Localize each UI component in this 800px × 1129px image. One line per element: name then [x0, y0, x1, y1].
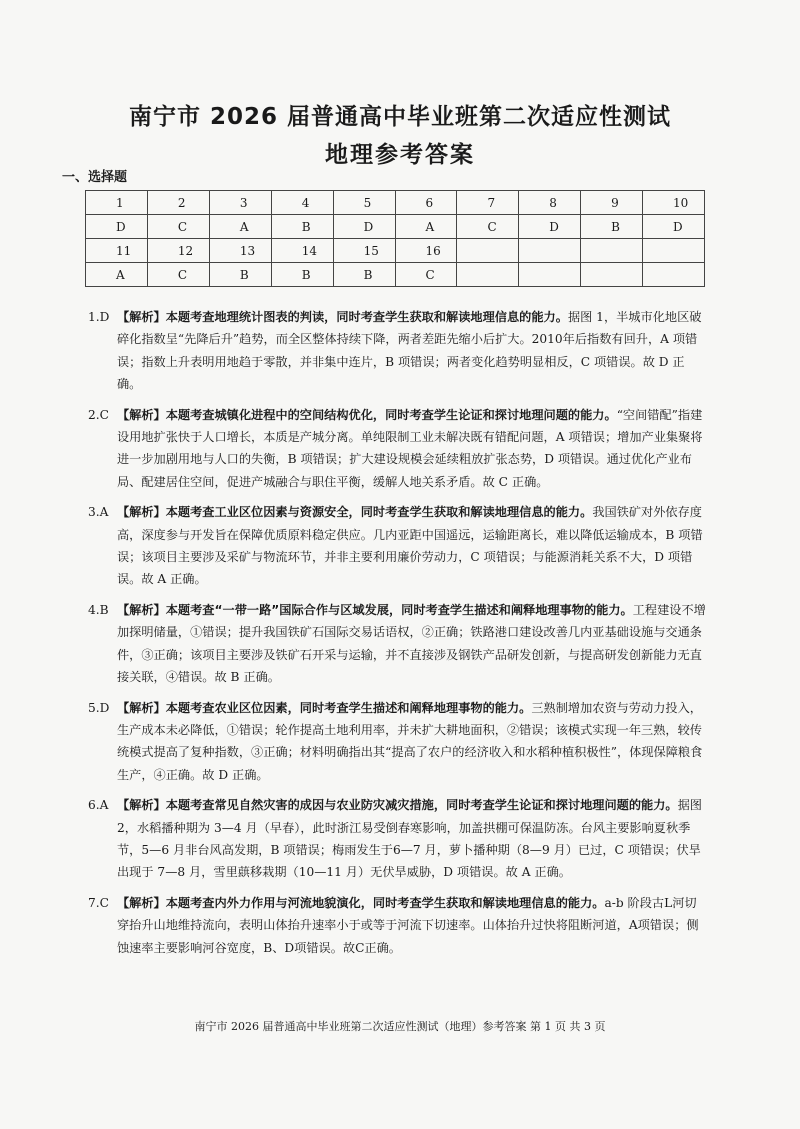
table-cell	[581, 263, 643, 287]
table-cell: 14	[271, 239, 333, 263]
explanation-item	[88, 501, 706, 591]
table-cell: D	[333, 215, 395, 239]
table-cell	[457, 263, 519, 287]
table-cell: 9	[581, 191, 643, 215]
table-cell: 12	[147, 239, 209, 263]
analysis-body: 工程建设不增加探明储量，①错误；提升我国铁矿石国际交易话语权，②正确；铁路港口建设改善几内亚基础设施与交通条件，③正确；该项目主要涉及铁矿石开采与运输，并不直接涉及钢铁产品研发创新，与提高研发创新能力无直接关联，④错误。故 B 正确。	[117, 602, 706, 685]
page-subtitle: 地理参考答案	[325, 142, 475, 168]
table-cell: 1	[86, 191, 148, 215]
table-cell	[457, 239, 519, 263]
analysis-body: 三熟制增加农资与劳动力投入，生产成本未必降低，①错误；轮作提高土地利用率，并未扩大耕地面积，②错误；该模式实现一年三熟，较传统模式提高了复种指数，③正确；材料明确指出其“提高了农户的经济收入和水稻种植积极性”，体现保障粮食生产，④正确。故 D 正确。	[117, 700, 703, 782]
analysis-lead: 本题考查农业区位因素，同时考查学生描述和阐释地理事物的能力。	[165, 700, 532, 715]
question-number-row	[86, 191, 705, 215]
table-cell: B	[581, 215, 643, 239]
question-answer-label: 3.A	[88, 505, 109, 520]
table-cell	[519, 263, 581, 287]
answer-row	[86, 215, 705, 239]
table-cell: B	[271, 215, 333, 239]
question-answer-label: 1.D	[88, 310, 110, 324]
analysis-body: 我国铁矿对外依存度高，深度参与开发旨在保障优质原料稳定供应。几内亚距中国遥远，运输距离长，难以降低运输成本，B 项错误；该项目主要涉及采矿与物流环节，并非主要利用廉价劳动力，C 项错误；与能源消耗关系不大，D 项错误。故 A 正确。	[117, 505, 703, 587]
answer-row	[86, 263, 705, 287]
analysis-lead: 本题考查工业区位因素与资源安全，同时考查学生获取和解读地理信息的能力。	[165, 505, 593, 520]
table-cell: 2	[147, 191, 209, 215]
analysis-body: “空间错配”指建设用地扩张快于人口增长，本质是产城分离。单纯限制工业未解决既有错配问题，A 项错误；增加产业集聚将进一步加剧用地与人口的失衡，B 项错误；扩大建设规模会延续粗放扩张态势，D 项错误。通过优化产业布局、配建居住空间，促进产城融合与职住平衡，缓解人地关系矛盾。故 C 正确。	[117, 407, 703, 489]
table-cell: A	[86, 263, 148, 287]
section-heading: 一、选择题	[62, 170, 128, 185]
question-answer-label: 7.C	[88, 895, 109, 910]
table-cell: C	[147, 215, 209, 239]
question-number-row	[86, 239, 705, 263]
analysis-tag: 【解析】	[117, 895, 166, 910]
table-cell	[519, 239, 581, 263]
analysis-lead: 本题考查常见自然灾害的成因与农业防灾减灾措施，同时考查学生论证和探讨地理问题的能力。	[165, 798, 678, 813]
table-cell: D	[86, 215, 148, 239]
answer-table	[85, 190, 705, 287]
analysis-body: 据图 2，水稻播种期为 3—4 月（早春），此时浙江易受倒春寒影响，加盖拱棚可保温防冻。台风主要影响夏秋季节，5—6 月非台风高发期，B 项错误；梅雨发生于6—7 月，萝卜播种期（8—9 月）已过，C 项错误；伏旱出现于 7—8 月，雪里蕻移栽期（10—11 月）无伏旱威胁，D 项错误。故 A 正确。	[117, 798, 702, 880]
table-cell: B	[271, 263, 333, 287]
question-answer-label: 5.D	[88, 700, 110, 715]
analysis-lead: 本题考查内外力作用与河流地貌演化，同时考查学生获取和解读地理信息的能力。	[165, 895, 605, 910]
explanation-item	[88, 599, 706, 689]
table-cell: 15	[333, 239, 395, 263]
table-cell	[643, 263, 705, 287]
table-cell: 13	[209, 239, 271, 263]
analysis-tag: 【解析】	[117, 407, 166, 422]
table-cell: 16	[395, 239, 457, 263]
analysis-tag: 【解析】	[117, 700, 166, 715]
analysis-lead: 本题考查城镇化进程中的空间结构优化，同时考查学生论证和探讨地理问题的能力。	[165, 407, 617, 422]
table-cell: C	[457, 215, 519, 239]
table-cell: B	[209, 263, 271, 287]
analysis-tag: 【解析】	[117, 310, 166, 324]
explanation-item	[88, 892, 706, 959]
analysis-tag: 【解析】	[117, 798, 166, 813]
table-cell: B	[333, 263, 395, 287]
table-cell: 4	[271, 191, 333, 215]
table-cell: 3	[209, 191, 271, 215]
page-title: 南宁市 2026 届普通高中毕业班第二次适应性测试	[128, 104, 672, 130]
table-cell: D	[519, 215, 581, 239]
analysis-tag: 【解析】	[117, 505, 166, 520]
explanation-item	[88, 306, 706, 396]
analysis-lead: 本题考查地理统计图表的判读，同时考查学生获取和解读地理信息的能力。	[165, 310, 568, 324]
table-cell: 11	[86, 239, 148, 263]
table-cell: 8	[519, 191, 581, 215]
table-cell	[581, 239, 643, 263]
analysis-lead: 本题考查“一带一路”国际合作与区域发展，同时考查学生描述和阐释地理事物的能力。	[165, 602, 633, 617]
explanation-list	[88, 306, 706, 967]
table-cell: C	[147, 263, 209, 287]
explanation-item	[88, 697, 706, 787]
table-cell: A	[209, 215, 271, 239]
table-cell: 6	[395, 191, 457, 215]
question-answer-label: 6.A	[88, 798, 109, 813]
explanation-item	[88, 794, 706, 884]
table-cell: A	[395, 215, 457, 239]
page-footer: 南宁市 2026 届普通高中毕业班第二次适应性测试（地理）参考答案 第 1 页 共 3 页	[194, 1020, 606, 1033]
explanation-item	[88, 404, 706, 494]
table-cell: D	[643, 215, 705, 239]
table-cell: 5	[333, 191, 395, 215]
analysis-body: a-b 阶段古L河切穿抬升山地维持流向，表明山体抬升速率小于或等于河流下切速率。山体抬升过快将阻断河道，A项错误；侧蚀速率主要影响河谷宽度，B、D项错误。故C正确。	[117, 895, 699, 955]
question-answer-label: 4.B	[88, 602, 109, 617]
table-cell: 10	[643, 191, 705, 215]
table-cell: 7	[457, 191, 519, 215]
question-answer-label: 2.C	[88, 407, 109, 422]
analysis-tag: 【解析】	[117, 602, 166, 617]
table-cell: C	[395, 263, 457, 287]
analysis-body: 据图 1，半城市化地区破碎化指数呈“先降后升”趋势，而全区整体持续下降，两者差距先缩小后扩大。2010年后指数有回升，A 项错误；指数上升表明用地趋于零散，并非集中连片，B 项错误；两者变化趋势明显相反，C 项错误。故 D 正确。	[117, 310, 702, 392]
table-cell	[643, 239, 705, 263]
